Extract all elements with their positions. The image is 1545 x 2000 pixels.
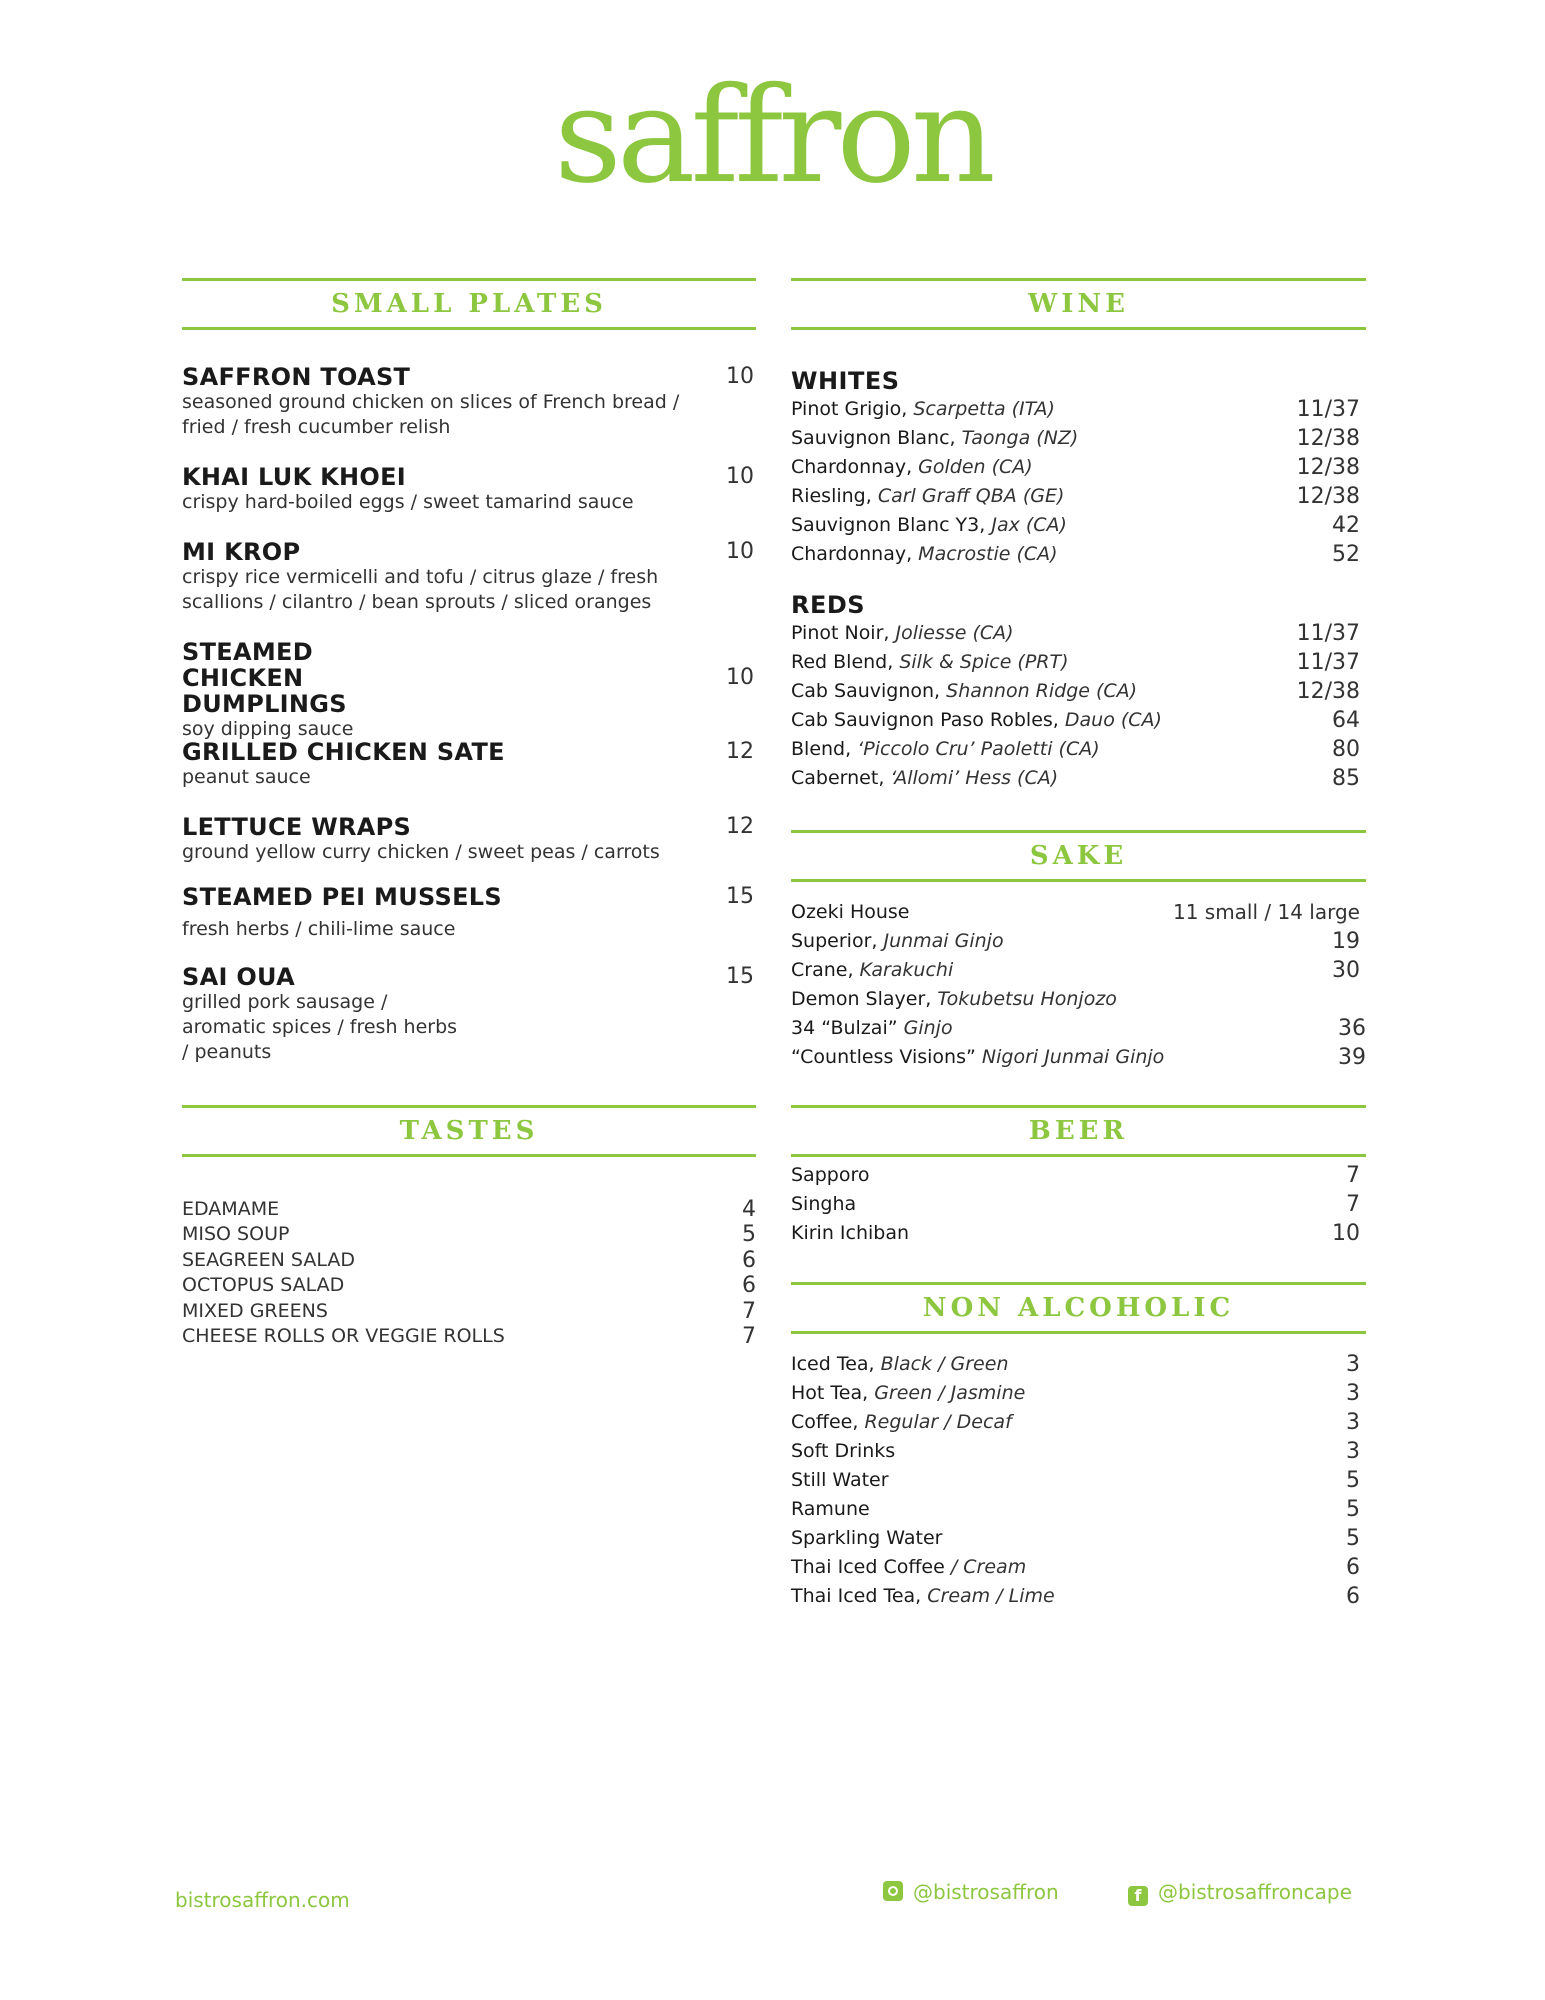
menu-item — [182, 814, 756, 884]
item-price: 3 — [1346, 1410, 1360, 1435]
menu-item-price: 10 — [726, 364, 754, 389]
tastes-section — [182, 1105, 756, 1349]
item-name: Red Blend, — [791, 651, 894, 673]
item-detail: Green / Jasmine — [874, 1382, 1026, 1404]
item-price: 6 — [742, 1273, 756, 1299]
facebook-handle[interactable] — [1128, 1880, 1352, 1906]
item-name: Soft Drinks — [791, 1440, 896, 1462]
sake-section — [791, 830, 1366, 1072]
item-detail: / Cream — [944, 1556, 1027, 1578]
list-item — [791, 1161, 1366, 1190]
list-item — [791, 1043, 1366, 1072]
item-price: 85 — [1332, 766, 1360, 791]
item-detail: ‘Allomi’ Hess (CA) — [890, 767, 1059, 789]
list-item — [791, 956, 1366, 985]
menu-item-description: peanut sauce — [182, 766, 311, 788]
item-name: MIXED GREENS — [182, 1299, 328, 1322]
whites-group — [791, 367, 1366, 569]
menu-item-price: 12 — [726, 814, 754, 839]
list-item — [791, 395, 1366, 424]
facebook-handle-text: @bistrosaffroncape — [1158, 1880, 1352, 1904]
list-item — [791, 1495, 1366, 1524]
item-price: 11/37 — [1296, 650, 1360, 675]
item-price: 7 — [1346, 1192, 1360, 1217]
section-heading: SMALL PLATES — [182, 278, 756, 330]
section-heading: SAKE — [791, 830, 1366, 882]
item-price: 12/38 — [1296, 679, 1360, 704]
section-heading: WINE — [791, 278, 1366, 330]
item-detail: Regular / Decaf — [864, 1411, 1012, 1433]
list-item — [791, 985, 1366, 1014]
list-item — [791, 1582, 1366, 1611]
item-detail: Silk & Spice (PRT) — [899, 651, 1069, 673]
item-name: “Countless Visions” — [791, 1046, 976, 1068]
list-item — [791, 424, 1366, 453]
subsection-heading: WHITES — [791, 367, 900, 395]
menu-item — [182, 963, 756, 1063]
item-name: Chardonnay, — [791, 543, 913, 565]
menu-item-name: MI KROP — [182, 538, 301, 566]
item-name: CHEESE ROLLS OR VEGGIE ROLLS — [182, 1325, 505, 1348]
instagram-icon — [883, 1881, 903, 1901]
item-name: Cab Sauvignon Paso Robles, — [791, 709, 1059, 731]
list-item — [182, 1197, 756, 1222]
item-price: 64 — [1332, 708, 1360, 733]
item-price: 4 — [742, 1197, 756, 1222]
saffron-logo: saffron — [554, 59, 991, 213]
menu-item-price: 10 — [726, 539, 754, 564]
item-name: Ramune — [791, 1498, 870, 1520]
menu-item — [182, 464, 756, 539]
list-item — [791, 764, 1366, 793]
item-price: 11/37 — [1296, 397, 1360, 422]
list-item — [791, 453, 1366, 482]
item-name: OCTOPUS SALAD — [182, 1274, 345, 1297]
list-item — [791, 648, 1366, 677]
item-price: 7 — [742, 1298, 756, 1324]
item-price: 12/38 — [1296, 426, 1360, 451]
menu-item-price: 15 — [726, 884, 754, 909]
wine-section — [791, 278, 1366, 793]
menu-item — [182, 739, 756, 814]
non-alcoholic-list — [791, 1350, 1366, 1611]
item-name: Chardonnay, — [791, 456, 913, 478]
item-price: 3 — [1346, 1381, 1360, 1406]
list-item — [791, 1553, 1366, 1582]
item-detail: Jax (CA) — [991, 514, 1067, 536]
small-plates-list — [182, 363, 756, 1063]
menu-item-name: LETTUCE WRAPS — [182, 813, 412, 841]
list-item — [791, 1350, 1366, 1379]
list-item — [791, 1437, 1366, 1466]
item-price: 42 — [1332, 513, 1360, 538]
menu-item-description: seasoned ground chicken on slices of French bread / fried / fresh cucumber relish — [182, 391, 680, 438]
item-name: Cabernet, — [791, 767, 885, 789]
item-price: 19 — [1332, 929, 1360, 954]
list-item — [791, 1524, 1366, 1553]
website-link[interactable]: bistrosaffron.com — [175, 1888, 350, 1912]
item-detail: Black / Green — [880, 1353, 1009, 1375]
menu-item-description: crispy hard-boiled eggs / sweet tamarind sauce — [182, 491, 634, 513]
item-name: Singha — [791, 1193, 857, 1215]
item-price: 11/37 — [1296, 621, 1360, 646]
menu-item — [182, 884, 756, 964]
menu-item-name: GRILLED CHICKEN SATE — [182, 738, 505, 766]
menu-item-description: crispy rice vermicelli and tofu / citrus glaze / fresh scallions / cilantro / bean sprouts / sliced oranges — [182, 566, 659, 613]
item-detail: Macrostie (CA) — [918, 543, 1058, 565]
item-price: 3 — [1346, 1352, 1360, 1377]
item-name: Thai Iced Coffee — [791, 1556, 945, 1578]
item-name: Demon Slayer, — [791, 988, 932, 1010]
facebook-icon: f — [1128, 1886, 1148, 1906]
list-item — [791, 1466, 1366, 1495]
list-item — [791, 1014, 1366, 1043]
reds-group — [791, 591, 1366, 793]
menu-item-price: 10 — [726, 464, 754, 489]
menu-item — [182, 539, 756, 639]
section-heading: TASTES — [182, 1105, 756, 1157]
list-item — [182, 1248, 756, 1273]
item-price: 10 — [1332, 1221, 1360, 1246]
menu-item-price: 10 — [726, 665, 754, 690]
item-name: Still Water — [791, 1469, 889, 1491]
menu-item — [182, 639, 756, 739]
item-name: Cab Sauvignon, — [791, 680, 941, 702]
menu-item-price: 15 — [726, 964, 754, 989]
item-price: 80 — [1332, 737, 1360, 762]
item-name: Thai Iced Tea, — [791, 1585, 922, 1607]
item-price — [1360, 985, 1366, 1014]
list-item — [182, 1222, 756, 1247]
item-name: SEAGREEN SALAD — [182, 1248, 355, 1271]
item-name: Pinot Grigio, — [791, 398, 908, 420]
item-detail: Tokubetsu Honjozo — [937, 988, 1117, 1010]
menu-item-name: STEAMED CHICKEN DUMPLINGS — [182, 638, 347, 718]
item-price: 5 — [742, 1222, 756, 1248]
item-price: 30 — [1332, 958, 1360, 983]
item-price: 12/38 — [1296, 455, 1360, 480]
item-name: Iced Tea, — [791, 1353, 875, 1375]
item-detail: Ginjo — [903, 1017, 953, 1039]
item-price: 6 — [1346, 1555, 1360, 1580]
instagram-handle[interactable] — [883, 1880, 1059, 1904]
item-detail: Carl Graff QBA (GE) — [877, 485, 1065, 507]
item-name: 34 “Bulzai” — [791, 1017, 898, 1039]
item-price: 7 — [1346, 1163, 1360, 1188]
item-name: Riesling, — [791, 485, 872, 507]
list-item — [791, 1408, 1366, 1437]
list-item — [791, 619, 1366, 648]
item-name: Crane, — [791, 959, 854, 981]
item-name: Hot Tea, — [791, 1382, 869, 1404]
item-name: Superior, — [791, 930, 878, 952]
beer-list — [791, 1161, 1366, 1248]
list-item — [791, 1379, 1366, 1408]
item-price: 5 — [1346, 1468, 1360, 1493]
list-item — [791, 1219, 1366, 1248]
item-detail: Karakuchi — [859, 959, 954, 981]
item-name: Ozeki House — [791, 901, 910, 923]
item-detail: Cream / Lime — [927, 1585, 1055, 1607]
tastes-list — [182, 1197, 756, 1349]
beer-section — [791, 1105, 1366, 1248]
item-price: 5 — [1346, 1497, 1360, 1522]
list-item — [791, 677, 1366, 706]
menu-item-name: SAFFRON TOAST — [182, 363, 411, 391]
item-name: Sauvignon Blanc Y3, — [791, 514, 986, 536]
menu-item-description: ground yellow curry chicken / sweet peas / carrots — [182, 841, 660, 863]
item-detail: Joliesse (CA) — [895, 622, 1014, 644]
list-item — [182, 1273, 756, 1298]
item-detail: Taonga (NZ) — [961, 427, 1079, 449]
list-item — [791, 706, 1366, 735]
item-price: 12/38 — [1296, 484, 1360, 509]
item-detail: Golden (CA) — [918, 456, 1033, 478]
list-item — [182, 1324, 756, 1349]
item-price: 6 — [742, 1247, 756, 1273]
item-price: 39 — [1338, 1045, 1366, 1070]
item-detail: Dauo (CA) — [1064, 709, 1162, 731]
item-name: MISO SOUP — [182, 1223, 290, 1246]
menu-item — [182, 364, 756, 464]
item-name: Coffee, — [791, 1411, 859, 1433]
section-heading: BEER — [791, 1105, 1366, 1157]
menu-item-name: STEAMED PEI MUSSELS — [182, 883, 502, 911]
menu-item-price: 12 — [726, 739, 754, 764]
item-name: Sauvignon Blanc, — [791, 427, 956, 449]
subsection-heading: REDS — [791, 591, 866, 619]
item-name: Blend, — [791, 738, 852, 760]
list-item — [791, 927, 1366, 956]
item-detail: Scarpetta (ITA) — [913, 398, 1055, 420]
menu-item-description: fresh herbs / chili-lime sauce — [182, 918, 456, 940]
item-name: Sparkling Water — [791, 1527, 943, 1549]
item-detail: Shannon Ridge (CA) — [946, 680, 1138, 702]
item-price: 7 — [742, 1324, 756, 1350]
list-item — [791, 540, 1366, 569]
menu-item-name: KHAI LUK KHOEI — [182, 463, 407, 491]
item-price: 52 — [1332, 542, 1360, 567]
list-item — [791, 898, 1366, 927]
item-name: Pinot Noir, — [791, 622, 890, 644]
item-detail: ‘Piccolo Cru’ Paoletti (CA) — [857, 738, 1100, 760]
menu-item-description: soy dipping sauce — [182, 718, 354, 740]
list-item — [791, 1190, 1366, 1219]
item-price: 3 — [1346, 1439, 1360, 1464]
item-detail: Nigori Junmai Ginjo — [981, 1046, 1165, 1068]
item-price: 6 — [1346, 1584, 1360, 1609]
non-alcoholic-section — [791, 1282, 1366, 1611]
list-item — [791, 511, 1366, 540]
small-plates-section — [182, 278, 756, 330]
item-name: Sapporo — [791, 1164, 870, 1186]
item-price: 36 — [1338, 1016, 1366, 1041]
item-name: Kirin Ichiban — [791, 1222, 910, 1244]
item-name: EDAMAME — [182, 1198, 280, 1220]
item-price: 11 small / 14 large — [1172, 900, 1360, 924]
section-heading: NON ALCOHOLIC — [791, 1282, 1366, 1334]
item-detail: Junmai Ginjo — [883, 930, 1004, 952]
menu-item-description: grilled pork sausage / aromatic spices / fresh herbs / peanuts — [182, 991, 458, 1063]
list-item — [791, 735, 1366, 764]
list-item — [791, 482, 1366, 511]
list-item — [182, 1299, 756, 1324]
menu-item-name: SAI OUA — [182, 963, 295, 991]
sake-list — [791, 898, 1366, 1072]
item-price: 5 — [1346, 1526, 1360, 1551]
instagram-handle-text: @bistrosaffron — [913, 1880, 1059, 1904]
